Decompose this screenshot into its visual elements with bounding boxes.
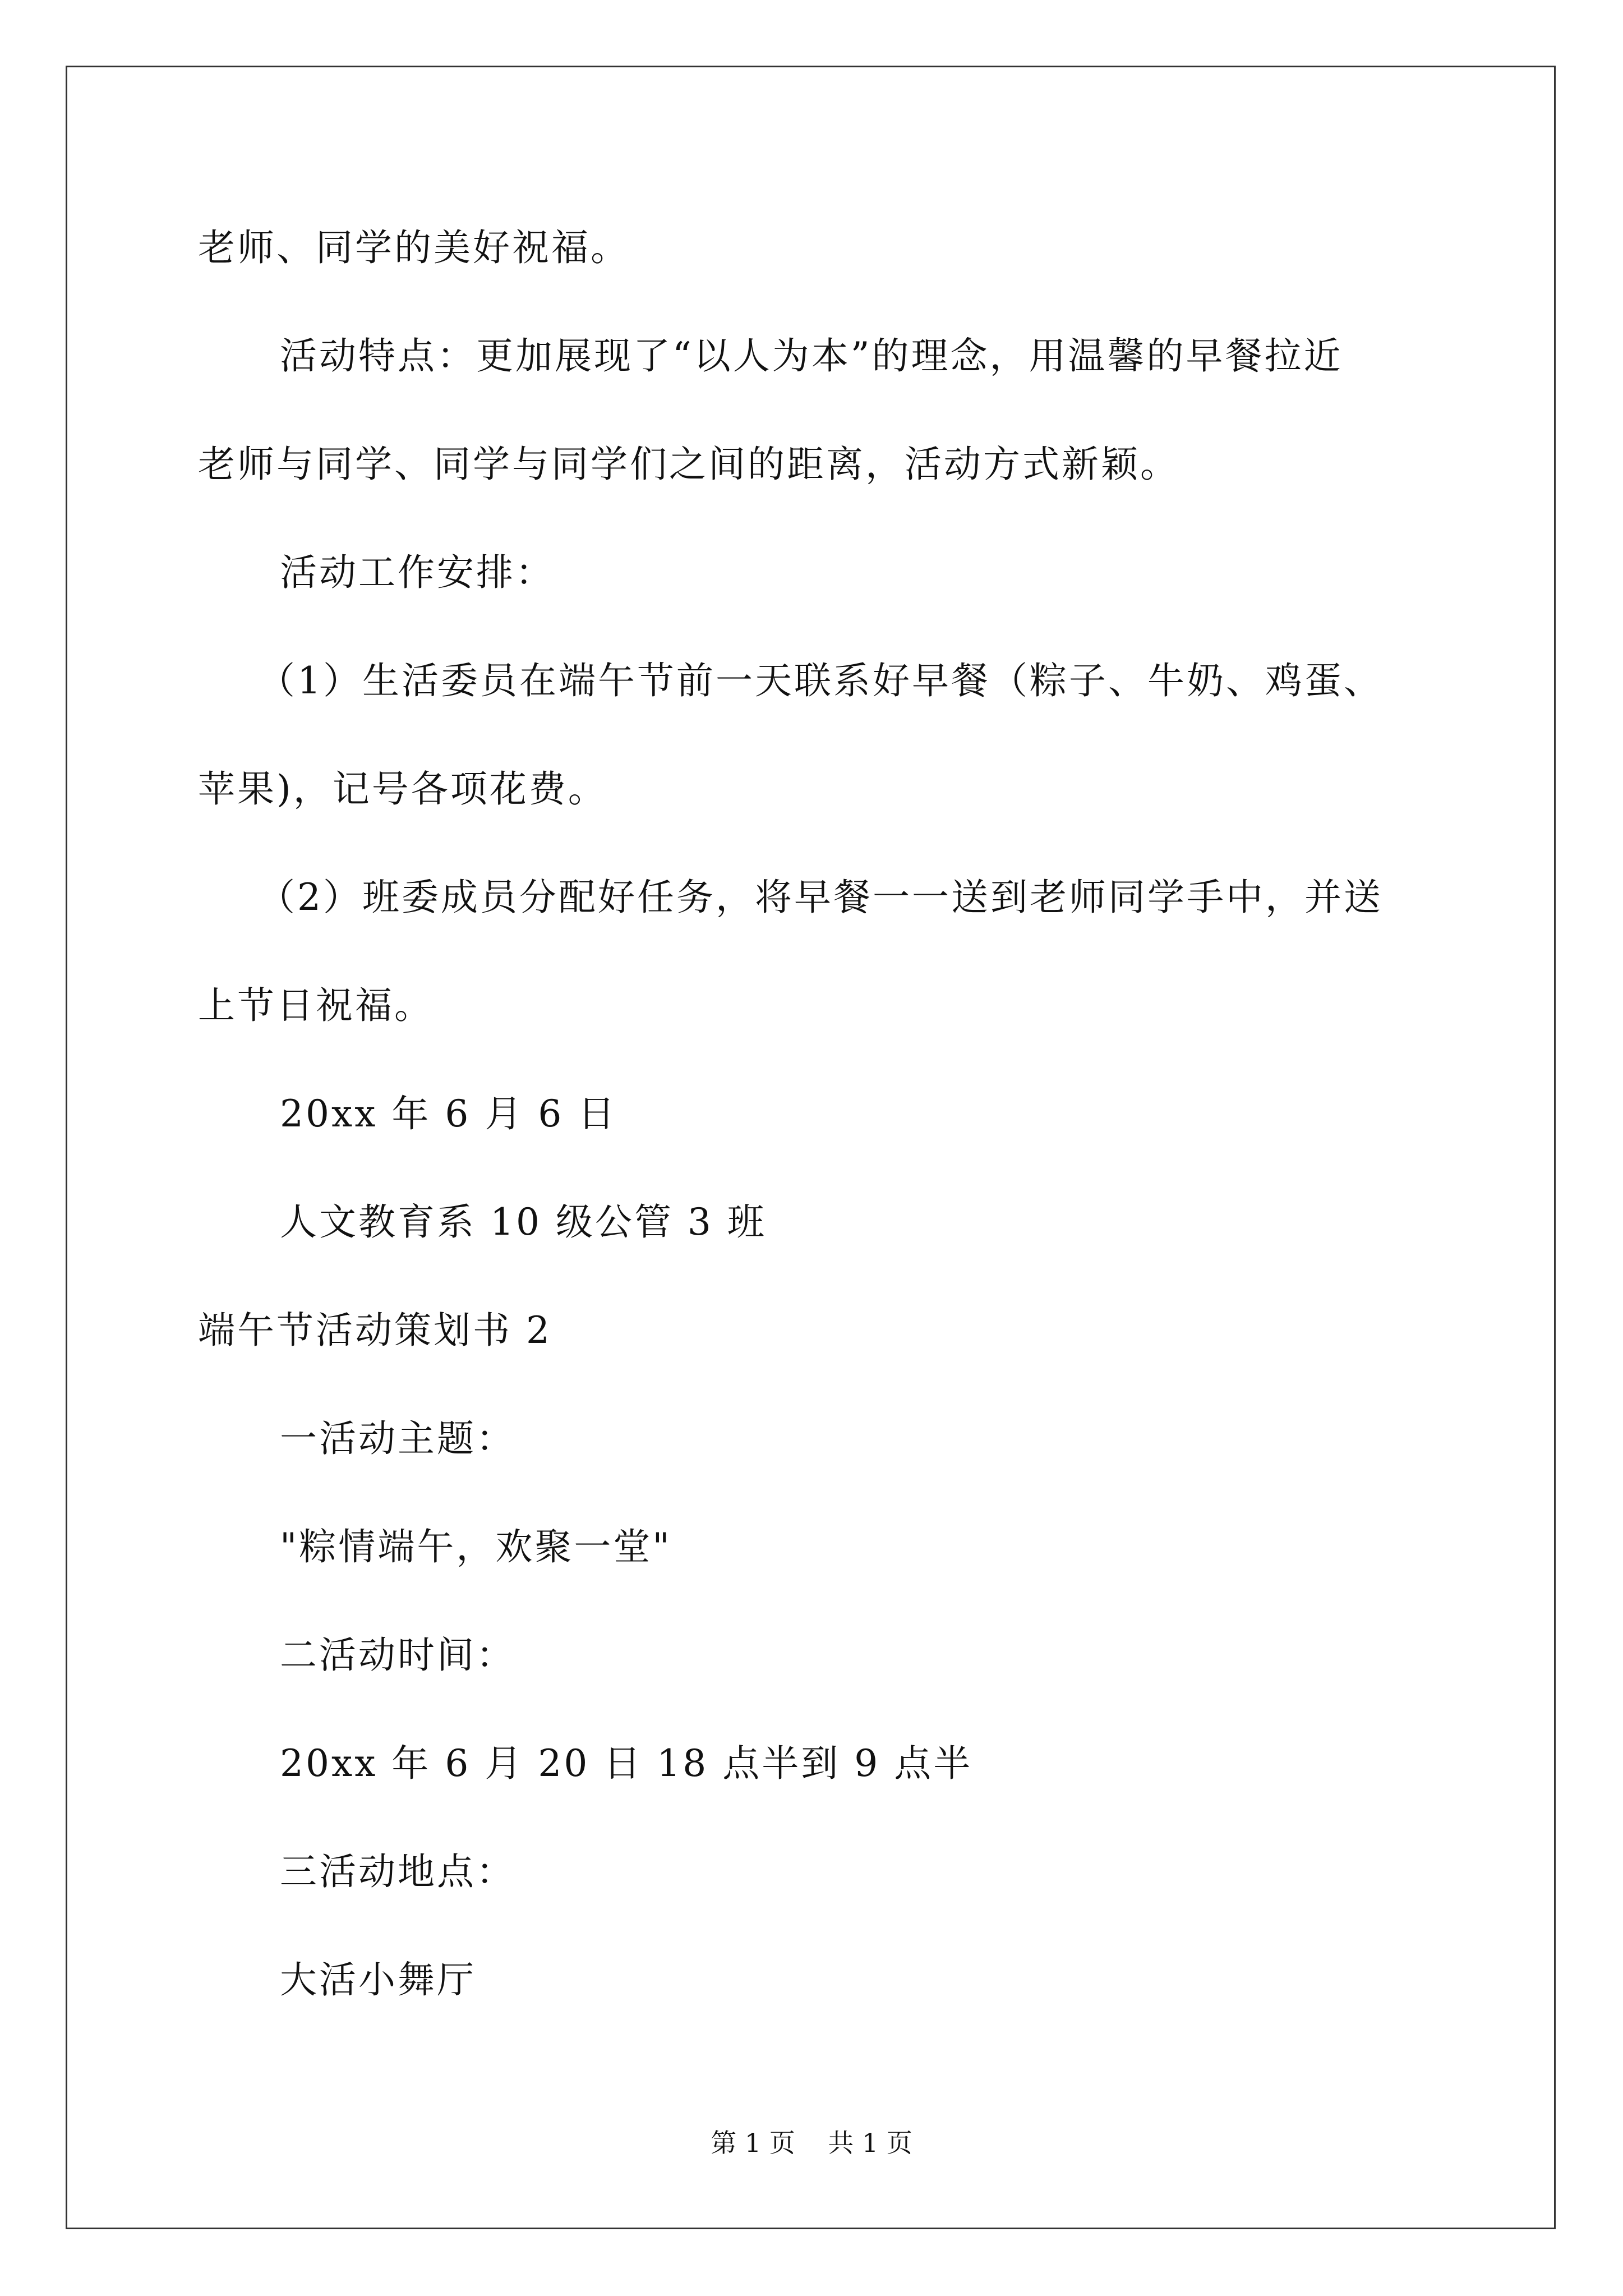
page-footer: 第 1 页 共 1 页 [711,2128,912,2158]
paragraph-line: 三活动地点： [280,1850,515,1893]
section-title: 端午节活动策划书 2 [198,1309,552,1352]
paragraph-line: 大活小舞厅 [280,1958,476,2001]
page-border [66,66,1556,2229]
paragraph-line: 20xx 年 6 月 20 日 18 点半到 9 点半 [280,1742,973,1785]
paragraph-line: （1）生活委员在端午节前一天联系好早餐（粽子、牛奶、鸡蛋、 [258,659,1383,702]
paragraph-line: 二活动时间： [280,1634,515,1677]
paragraph-line: "粽情端午，欢聚一堂" [280,1525,672,1568]
paragraph-line: 老师、同学的美好祝福。 [198,226,630,269]
paragraph-line: 上节日祝福。 [198,984,434,1027]
paragraph-line: （2）班委成员分配好任务，将早餐一一送到老师同学手中，并送 [258,876,1383,919]
paragraph-line: 活动工作安排： [280,551,555,594]
paragraph-line: 一活动主题： [280,1417,515,1460]
date-line: 20xx 年 6 月 6 日 [280,1092,617,1135]
paragraph-line: 苹果)，记号各项花费。 [198,767,607,811]
paragraph-line: 老师与同学、同学与同学们之间的距离，活动方式新颖。 [198,443,1179,486]
paragraph-line: 活动特点：更加展现了“以人为本”的理念，用温馨的早餐拉近 [280,334,1343,378]
signature-line: 人文教育系 10 级公管 3 班 [280,1200,767,1244]
